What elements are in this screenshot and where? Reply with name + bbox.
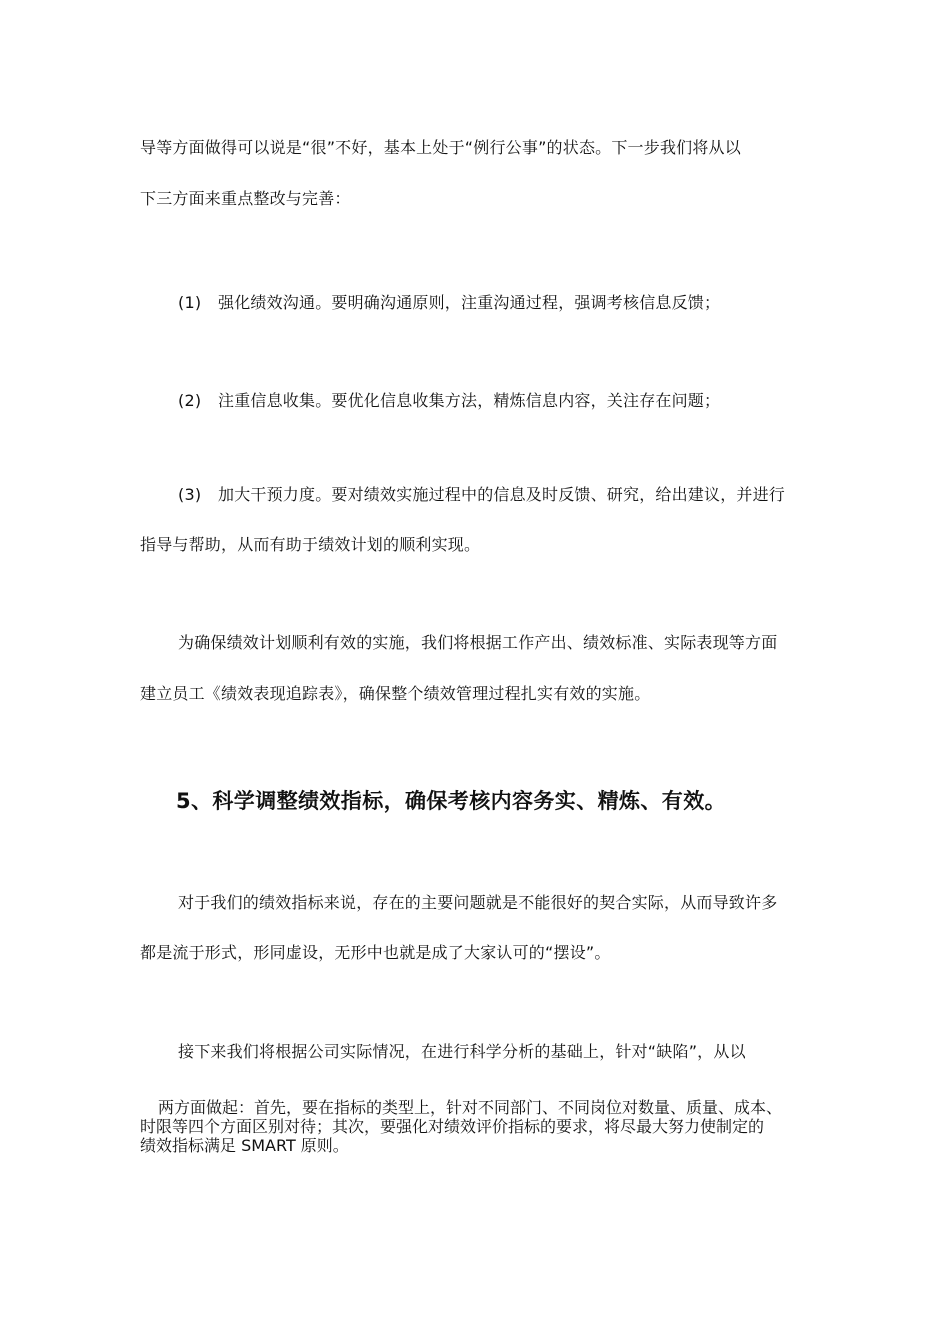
paragraph-line: 对于我们的绩效指标来说，存在的主要问题就是不能很好的契合实际，从而导致许多 — [178, 893, 778, 912]
paragraph-line: 导等方面做得可以说是“很”不好，基本上处于“例行公事”的状态。下一步我们将从以 — [140, 138, 741, 157]
paragraph-line: 接下来我们将根据公司实际情况，在进行科学分析的基础上，针对“缺陷”，从以 — [178, 1042, 746, 1061]
list-item-3 — [178, 484, 785, 506]
paragraph-line: 下三方面来重点整改与完善： — [140, 189, 351, 208]
paragraph-line: 时限等四个方面区别对待；其次，要强化对绩效评价指标的要求，将尽最大努力使制定的 — [140, 1117, 765, 1136]
paragraph-line: 为确保绩效计划顺利有效的实施，我们将根据工作产出、绩效标准、实际表现等方面 — [178, 633, 778, 652]
list-item-number: (3) — [178, 485, 202, 504]
list-item-2 — [178, 390, 720, 412]
list-item-1 — [178, 292, 720, 314]
paragraph-line: 绩效指标满足 SMART 原则。 — [140, 1136, 349, 1155]
list-item-text: 强化绩效沟通。要明确沟通原则，注重沟通过程，强调考核信息反馈； — [218, 293, 721, 312]
list-item-number: (1) — [178, 293, 202, 312]
paragraph-line: 建立员工《绩效表现追踪表》，确保整个绩效管理过程扎实有效的实施。 — [140, 684, 651, 703]
list-item-text: 注重信息收集。要优化信息收集方法，精炼信息内容，关注存在问题； — [218, 391, 721, 410]
section-heading: 5、科学调整绩效指标，确保考核内容务实、精炼、有效。 — [176, 789, 727, 813]
list-item-number: (2) — [178, 391, 202, 410]
paragraph-line: 指导与帮助，从而有助于绩效计划的顺利实现。 — [140, 535, 481, 554]
paragraph-line: 两方面做起：首先，要在指标的类型上，针对不同部门、不同岗位对数量、质量、成本、 — [158, 1098, 783, 1117]
paragraph-line: 都是流于形式，形同虚设，无形中也就是成了大家认可的“摆设”。 — [140, 943, 611, 962]
list-item-text: 加大干预力度。要对绩效实施过程中的信息及时反馈、研究，给出建议，并进行 — [218, 485, 786, 504]
